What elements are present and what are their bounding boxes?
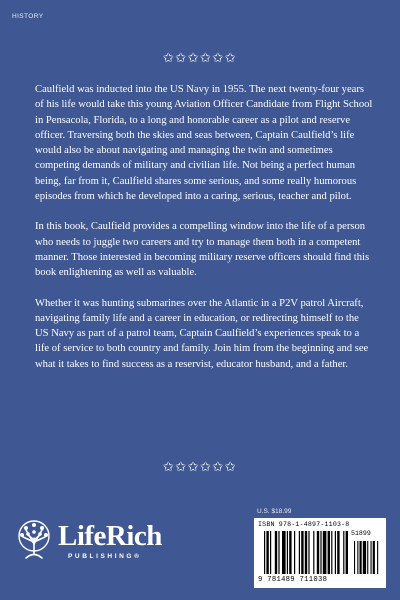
price-label: U.S. $18.99 xyxy=(257,508,292,515)
tree-of-people-icon xyxy=(14,518,58,566)
barcode-digits: 9 781489 711038 xyxy=(258,576,328,584)
barcode-stripe xyxy=(275,531,277,574)
isbn-text: ISBN 978-1-4897-1103-8 xyxy=(258,521,350,528)
barcode-stripe xyxy=(323,531,327,574)
barcode-stripe xyxy=(328,531,330,574)
barcode-stripe xyxy=(317,531,319,574)
publisher-tagline-text: PUBLISHING xyxy=(68,553,135,560)
supplement-stripe xyxy=(357,541,358,574)
barcode-stripe xyxy=(289,531,291,574)
barcode-stripe xyxy=(308,531,309,574)
supplement-stripe xyxy=(371,541,372,574)
barcode-stripe xyxy=(305,531,307,574)
barcode-stripe xyxy=(331,531,332,574)
barcode-stripe xyxy=(335,531,336,574)
top-star-divider: ✩✩✩✩✩✩ xyxy=(162,50,238,65)
barcode-stripe xyxy=(270,531,271,574)
blurb-paragraph-3: Whether it was hunting submarines over the Atlantic in a P2V patrol Aircraft, navigating family life and a career in education, or redirecting himself to the US Navy as part of a patrol team, Captain Caulfield’s experiences speak to a life of service to both country and family. Join him from the beginning and see what it takes to find success as a reservist, educator husband, and a father. xyxy=(35,297,369,370)
barcode-stripe xyxy=(301,531,303,574)
barcode-stripe xyxy=(264,531,265,574)
barcode-stripe xyxy=(313,531,314,574)
bottom-star-divider: ✩✩✩✩✩✩ xyxy=(162,459,238,474)
blurb xyxy=(35,82,375,387)
barcode-stripe xyxy=(282,531,286,574)
trademark-symbol: ® xyxy=(134,553,142,560)
barcode-stripe xyxy=(343,531,344,574)
barcode-stripe xyxy=(320,531,321,574)
supplement-stripe xyxy=(377,541,378,574)
isbn-barcode xyxy=(254,518,386,588)
supplement-stripe xyxy=(367,541,368,574)
barcode-stripe xyxy=(266,531,268,574)
blurb-paragraph-2: In this book, Caulfield provides a compelling window into the life of a person who needs to juggle two careers and try to manage them both in a competent manner. Those interested in becoming military reserve officers should find this book enlightening as well as valuable. xyxy=(35,221,370,279)
barcode-stripe xyxy=(337,531,339,574)
barcode-stripe xyxy=(299,531,300,574)
publisher-tagline xyxy=(68,553,141,560)
publisher-logo xyxy=(14,518,174,566)
barcode-stripe xyxy=(287,531,288,574)
supplement-stripe xyxy=(360,541,362,574)
supplement-stripe xyxy=(373,541,375,574)
barcode-stripe xyxy=(278,531,279,574)
supplement-stripe xyxy=(354,541,355,574)
supplement-stripe xyxy=(363,541,366,574)
blurb-paragraph-1: Caulfield was inducted into the US Navy in 1955. The next twenty-four years of his life would take this young Aviation Officer Candidate from Flight School in Pensacola, Florida, to a long and honorable career as a pilot and reserve officer. Traversing both the skies and seas between, Captain Caulfield’s life would also be about navigating and managing the twin and sometimes competing demands of military and civilian life. Not being a perfect human being, far from it, Caulfield shares some serious, and some really humorous episodes from which he developed into a caring, serious, teacher and pilot. xyxy=(35,84,373,203)
category-label: HISTORY xyxy=(12,13,44,20)
barcode-bars xyxy=(264,531,382,576)
publisher-name: LifeRich xyxy=(58,520,162,552)
barcode-stripe xyxy=(294,531,295,574)
supplement-digits: 51899 xyxy=(351,530,371,537)
barcode-stripe xyxy=(346,531,348,574)
